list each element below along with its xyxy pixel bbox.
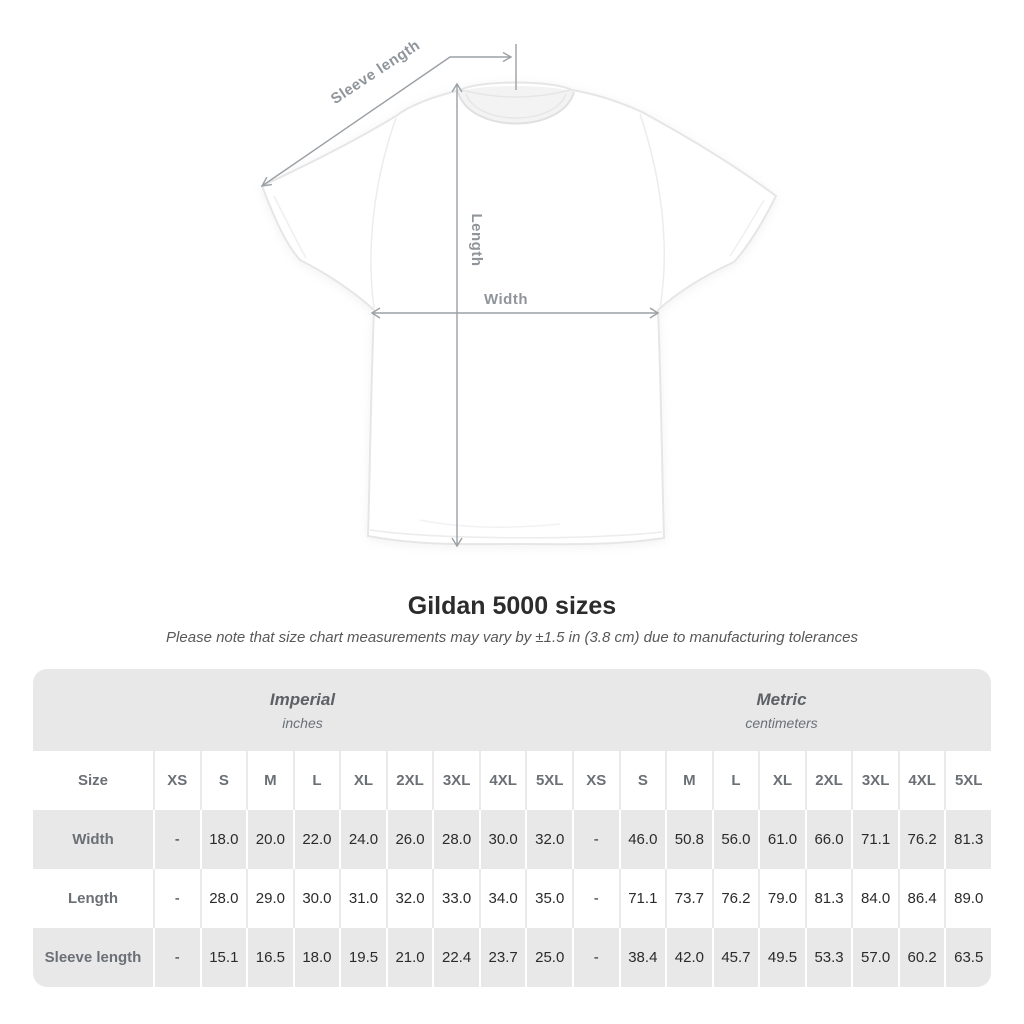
value-cell: 86.4: [898, 869, 945, 928]
value-cell: 16.5: [246, 928, 293, 987]
value-cell: 30.0: [293, 869, 340, 928]
value-cell: 42.0: [665, 928, 712, 987]
size-header: M: [246, 751, 293, 810]
value-cell: 38.4: [619, 928, 666, 987]
size-header: L: [293, 751, 340, 810]
value-cell: 73.7: [665, 869, 712, 928]
value-cell: 23.7: [479, 928, 526, 987]
metric-label: Metric: [756, 689, 807, 709]
value-cell: 29.0: [246, 869, 293, 928]
value-cell: 84.0: [851, 869, 898, 928]
value-cell: 18.0: [200, 810, 247, 869]
value-cell: 28.0: [200, 869, 247, 928]
value-cell: 19.5: [339, 928, 386, 987]
row-label-length: Length: [68, 890, 118, 907]
value-cell: 45.7: [712, 928, 759, 987]
value-cell: 30.0: [479, 810, 526, 869]
value-cell: 71.1: [851, 810, 898, 869]
value-cell: 71.1: [619, 869, 666, 928]
value-cell: -: [153, 928, 200, 987]
size-column-header: Size: [77, 772, 108, 789]
imperial-unit: inches: [282, 714, 323, 731]
value-cell: 66.0: [805, 810, 852, 869]
size-header: M: [665, 751, 712, 810]
value-cell: 81.3: [805, 869, 852, 928]
value-cell: -: [572, 810, 619, 869]
unit-group-imperial: [33, 669, 572, 751]
value-cell: 89.0: [944, 869, 991, 928]
sleeve-length-annotation: Sleeve length: [327, 36, 424, 108]
value-cell: 57.0: [851, 928, 898, 987]
size-header: 2XL: [386, 751, 433, 810]
value-cell: 60.2: [898, 928, 945, 987]
size-header: 2XL: [805, 751, 852, 810]
value-cell: 22.4: [432, 928, 479, 987]
value-cell: 20.0: [246, 810, 293, 869]
value-cell: 35.0: [525, 869, 572, 928]
value-cell: 79.0: [758, 869, 805, 928]
size-table: [33, 669, 991, 987]
value-cell: 15.1: [200, 928, 247, 987]
value-cell: 46.0: [619, 810, 666, 869]
value-cell: 18.0: [293, 928, 340, 987]
width-annotation: Width: [483, 291, 529, 308]
value-cell: -: [153, 869, 200, 928]
value-cell: 28.0: [432, 810, 479, 869]
size-header: XL: [339, 751, 386, 810]
value-cell: 63.5: [944, 928, 991, 987]
value-cell: 34.0: [479, 869, 526, 928]
size-header: S: [619, 751, 666, 810]
size-header: XS: [153, 751, 200, 810]
row-label-sleeve-length: Sleeve length: [33, 928, 153, 987]
value-cell: -: [572, 928, 619, 987]
length-annotation: Length: [468, 213, 485, 267]
value-cell: 24.0: [339, 810, 386, 869]
size-header: 5XL: [944, 751, 991, 810]
imperial-label: Imperial: [269, 689, 336, 709]
tolerance-note: Please note that size chart measurements may vary by ±1.5 in (3.8 cm) due to manufacturing tolerances: [166, 629, 858, 646]
size-header: 3XL: [851, 751, 898, 810]
value-cell: 25.0: [525, 928, 572, 987]
value-cell: -: [572, 869, 619, 928]
value-cell: 76.2: [898, 810, 945, 869]
size-header: 4XL: [479, 751, 526, 810]
value-cell: 61.0: [758, 810, 805, 869]
size-header: XS: [572, 751, 619, 810]
value-cell: 49.5: [758, 928, 805, 987]
row-label-width: Width: [33, 810, 153, 869]
value-cell: 31.0: [339, 869, 386, 928]
value-cell: 21.0: [386, 928, 433, 987]
value-cell: 32.0: [386, 869, 433, 928]
metric-unit: centimeters: [745, 714, 818, 731]
value-cell: 33.0: [432, 869, 479, 928]
value-cell: 56.0: [712, 810, 759, 869]
page-title: Gildan 5000 sizes: [407, 592, 617, 620]
value-cell: 50.8: [665, 810, 712, 869]
value-cell: 81.3: [944, 810, 991, 869]
value-cell: 76.2: [712, 869, 759, 928]
size-header: 3XL: [432, 751, 479, 810]
value-cell: 32.0: [525, 810, 572, 869]
size-header: 4XL: [898, 751, 945, 810]
size-header: 5XL: [525, 751, 572, 810]
value-cell: 22.0: [293, 810, 340, 869]
size-header: S: [200, 751, 247, 810]
value-cell: 53.3: [805, 928, 852, 987]
value-cell: -: [153, 810, 200, 869]
size-header: XL: [758, 751, 805, 810]
size-header: L: [712, 751, 759, 810]
unit-group-metric: [572, 669, 991, 751]
value-cell: 26.0: [386, 810, 433, 869]
